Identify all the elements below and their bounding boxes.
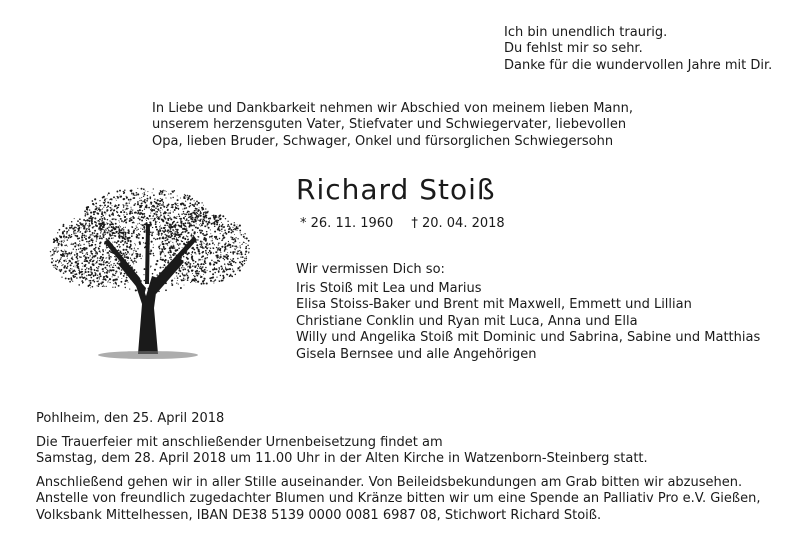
intro-line: unserem herzensguten Vater, Stiefvater und Schwiegervater, liebevollen bbox=[152, 117, 627, 133]
service-line: Die Trauerfeier mit anschließender Urnenbeisetzung findet am bbox=[36, 435, 443, 450]
mourner-line: Christiane Conklin und Ryan mit Luca, Anna und Ella bbox=[296, 313, 638, 329]
service-line: Samstag, dem 28. April 2018 um 11.00 Uhr in der Alten Kirche in Watzenborn-Steinberg statt. bbox=[36, 451, 648, 467]
mourner-line: Elisa Stoiss-Baker und Brent mit Maxwell, Emmett und Lillian bbox=[296, 297, 692, 313]
closing-line: Anschließend gehen wir in aller Stille auseinander. Von Beileidsbekundungen am Grab bitten wir abzusehen. bbox=[36, 475, 743, 490]
deceased-name: Richard Stoiß bbox=[296, 173, 496, 206]
death-date: † 20. 04. 2018 bbox=[411, 216, 505, 231]
tree-shadow bbox=[98, 351, 198, 359]
poem-line: Danke für die wundervollen Jahre mit Dir. bbox=[504, 57, 773, 73]
closing-line: Volksbank Mittelhessen, IBAN DE38 5139 0000 0081 6987 08, Stichwort Richard Stoiß. bbox=[36, 507, 602, 523]
poem-verse bbox=[504, 25, 772, 74]
poem-line: Ich bin unendlich traurig. bbox=[504, 25, 668, 40]
mourners-label: Wir vermissen Dich so: bbox=[296, 262, 445, 277]
poem-line: Du fehlst mir so sehr. bbox=[504, 41, 643, 57]
birth-date: * 26. 11. 1960 bbox=[300, 216, 394, 231]
mourner-line: Iris Stoiß mit Lea und Marius bbox=[296, 281, 482, 296]
tree-illustration bbox=[34, 184, 262, 360]
mourner-line: Gisela Bernsee und alle Angehörigen bbox=[296, 346, 537, 362]
mourners-list bbox=[296, 281, 760, 363]
farewell-intro bbox=[152, 101, 633, 150]
place-and-date: Pohlheim, den 25. April 2018 bbox=[36, 411, 225, 426]
closing-line: Anstelle von freundlich zugedachter Blumen und Kränze bitten wir um eine Spende an Palliativ Pro e.V. Gießen, bbox=[36, 491, 761, 507]
mourner-line: Willy und Angelika Stoiß mit Dominic und Sabrina, Sabine und Matthias bbox=[296, 330, 761, 346]
intro-line: In Liebe und Dankbarkeit nehmen wir Abschied von meinem lieben Mann, bbox=[152, 101, 634, 116]
intro-line: Opa, lieben Bruder, Schwager, Onkel und fürsorglichen Schwiegersohn bbox=[152, 133, 614, 149]
life-dates bbox=[300, 216, 505, 231]
service-info bbox=[36, 435, 648, 468]
closing-notice bbox=[36, 475, 760, 524]
